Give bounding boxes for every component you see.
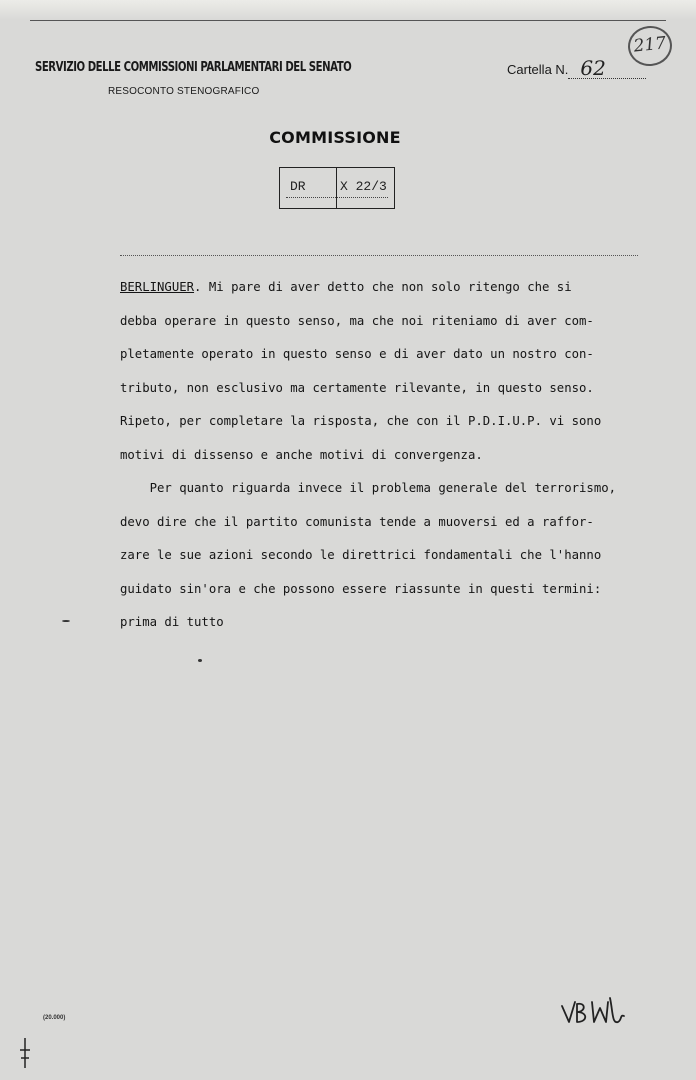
- box-dotted-line: [286, 197, 388, 198]
- transcript-line-text: . Mi pare di aver detto che non solo ritengo che si: [194, 280, 572, 294]
- doc-ref-left: DR: [290, 179, 306, 194]
- cartella-field: [507, 58, 646, 79]
- transcript-line: pletamente operato in questo senso e di aver dato un nostro con-: [120, 347, 594, 361]
- transcript-line: guidato sin'ora e che possono essere riassunte in questi termini:: [120, 581, 602, 596]
- cartella-number: 62: [568, 58, 646, 79]
- transcript-line: [120, 271, 660, 305]
- cartella-label: Cartella N.: [507, 62, 569, 77]
- document-reference-box: [279, 167, 395, 209]
- handwritten-initials: [560, 992, 630, 1032]
- transcript-line: motivi di dissenso e anche motivi di convergenza.: [120, 447, 483, 462]
- dotted-separator: [120, 255, 638, 256]
- top-rule: [30, 20, 666, 21]
- commission-title: COMMISSIONE: [269, 128, 401, 147]
- handwritten-page-number: 217: [626, 24, 674, 68]
- transcript-line: Ripeto, per completare la risposta, che con il P.D.I.U.P. vi sono: [120, 414, 602, 428]
- doc-ref-right: X 22/3: [340, 179, 387, 194]
- speaker-name: BERLINGUER: [120, 280, 195, 294]
- report-subtitle: RESOCONTO STENOGRAFICO: [108, 86, 260, 97]
- ink-speck: [198, 659, 202, 662]
- transcript-line: tributo, non esclusivo ma certamente rilevante, in questo senso.: [120, 380, 594, 395]
- transcript-line: Per quanto riguarda invece il problema generale del terrorismo,: [120, 481, 617, 495]
- transcript-line: zare le sue azioni secondo le direttrici fondamentali che l'hanno: [120, 548, 602, 562]
- transcript-line: prima di tutto: [120, 615, 224, 629]
- transcript-line: debba operare in questo senso, ma che noi riteniamo di aver com-: [120, 313, 594, 328]
- transcript-line: devo dire che il partito comunista tende a muoversi ed a raffor-: [120, 514, 594, 529]
- transcript-body: [120, 271, 660, 640]
- margin-mark: [18, 1038, 32, 1068]
- ink-speck: [62, 620, 70, 622]
- box-divider: [336, 168, 337, 208]
- print-run-code: (20.000): [43, 1015, 66, 1021]
- organization-header: SERVIZIO DELLE COMMISSIONI PARLAMENTARI DEL SENATO: [35, 60, 352, 75]
- page-top-edge: [0, 0, 696, 20]
